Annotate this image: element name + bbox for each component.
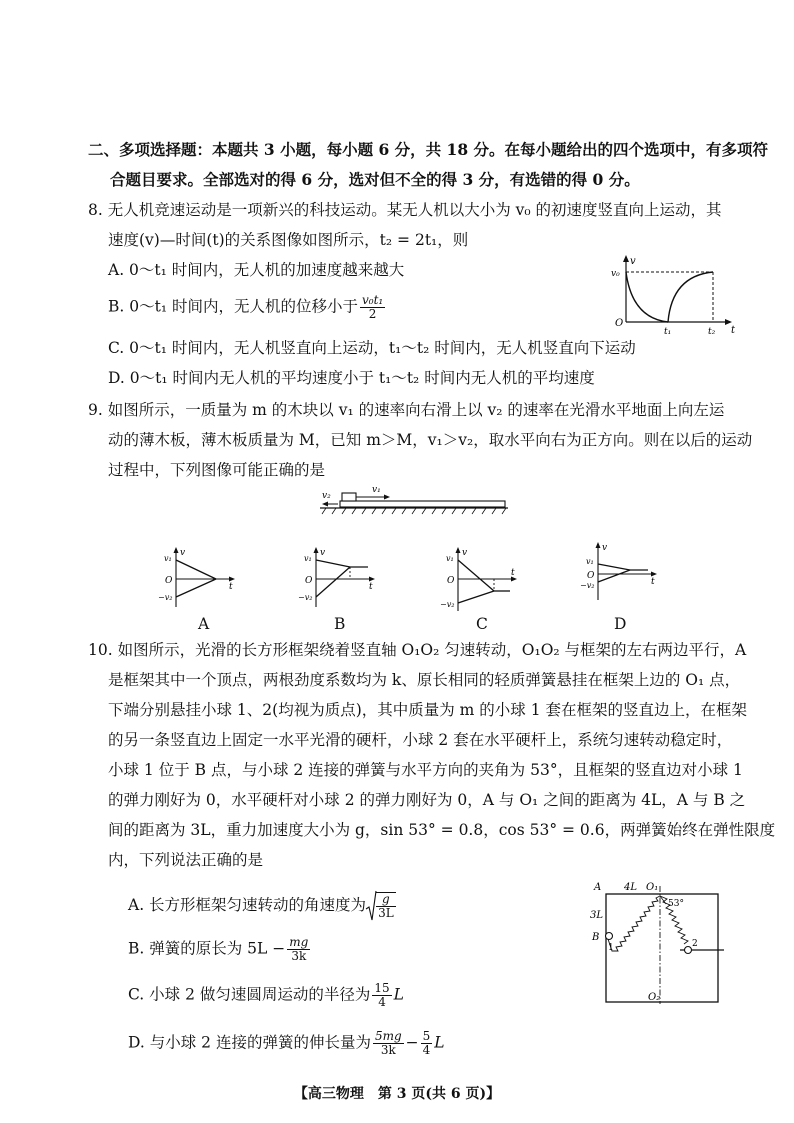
- q9b-o: O: [305, 576, 313, 586]
- q9d-t: t: [651, 577, 655, 587]
- q10-option-d: [128, 1030, 445, 1057]
- q10-frame-figure: [588, 876, 738, 1006]
- q10-fig-ball2: 2: [692, 939, 698, 949]
- q9b-v: v: [320, 548, 326, 558]
- q9c-neg-v2: −v₂: [440, 600, 455, 609]
- q8-option-a: A. 0～t₁ 时间内，无人机的加速度越来越大: [108, 261, 405, 279]
- q10a-num: g: [376, 893, 396, 907]
- q9d-neg-v2: −v₂: [580, 581, 595, 590]
- q9b-t: t: [369, 582, 373, 592]
- q10-stem-line4: 的另一条竖直边上固定一水平光滑的硬杆，小球 2 套在水平硬杆上，系统匀速转动稳定时，: [108, 731, 733, 749]
- q9d-v: v: [602, 543, 608, 553]
- q8-option-b-text: B. 0～t₁ 时间内，无人机的位移小于: [108, 297, 358, 316]
- q10-stem-line5: 小球 1 位于 B 点，与小球 2 连接的弹簧与水平方向的夹角为 53°，且框架的竖直边对小球 1: [108, 761, 743, 779]
- q9-label-a: A: [198, 615, 210, 633]
- q9a-neg-v2: −v₂: [158, 593, 173, 602]
- q9-label-d: D: [614, 615, 627, 633]
- q9-label-b: B: [334, 615, 346, 633]
- q8-frac-num: v₀t₁: [361, 293, 384, 307]
- q10-option-a: [128, 890, 398, 922]
- q8-option-b: [108, 294, 387, 321]
- q10-option-c-fraction: [372, 982, 391, 1009]
- q8-vt-graph: [610, 252, 740, 337]
- q8-v-label: v: [630, 256, 636, 267]
- page-footer: 【高三物理 第 3 页(共 6 页)】: [293, 1086, 501, 1102]
- q10-option-c: [128, 982, 404, 1009]
- q8-t2-label: t₂: [708, 327, 716, 337]
- q9b-neg-v2: −v₂: [298, 593, 313, 602]
- q10c-num: 15: [374, 981, 390, 995]
- q10-stem-line3: 下端分别悬挂小球 1、2(均视为质点)，其中质量为 m 的小球 1 套在框架的竖直边上，在框架: [108, 701, 748, 719]
- q8-t1-label: t₁: [664, 327, 672, 337]
- q10-stem-line1: 10. 如图所示，光滑的长方形框架绕着竖直轴 O₁O₂ 匀速转动，O₁O₂ 与框架的左右两边平行，A: [88, 641, 747, 659]
- section-header-line1: 二、多项选择题：本题共 3 小题，每小题 6 分，共 18 分。在每小题给出的四个选项中，有多项符: [88, 140, 769, 159]
- q9-label-c: C: [476, 615, 488, 633]
- q10-option-d-fraction2: [421, 1030, 433, 1057]
- q10-fig-a: A: [594, 882, 602, 893]
- q10d-num1: 5mg: [374, 1029, 402, 1043]
- q9a-o: O: [165, 576, 173, 586]
- q8-origin-label: O: [615, 318, 624, 329]
- q9a-t: t: [229, 582, 233, 592]
- q9-graph-a: [158, 545, 238, 610]
- q10-option-b: [128, 936, 312, 963]
- q9d-o: O: [587, 571, 595, 581]
- q10d-num2: 5: [422, 1029, 431, 1043]
- q10-option-c-text: C. 小球 2 做匀速圆周运动的半径为: [128, 985, 371, 1004]
- q10-stem-line7: 间的距离为 3L，重力加速度大小为 g，sin 53° = 0.8，cos 53° = 0.6，两弹簧始终在弹性限度: [108, 821, 776, 839]
- q9c-v: v: [462, 548, 468, 558]
- q10-option-b-fraction: [287, 936, 310, 963]
- q9-graph-c: [440, 545, 520, 615]
- q9-fig-v2: v₂: [322, 491, 331, 501]
- q10-fig-o2: O₂: [648, 992, 661, 1003]
- q8-option-c: C. 0～t₁ 时间内，无人机竖直向上运动，t₁～t₂ 时间内，无人机竖直向下运动: [108, 339, 636, 357]
- q9d-v1: v₁: [586, 557, 594, 566]
- q8-stem-line2: 速度(v)—时间(t)的关系图像如图所示，t₂ = 2t₁，则: [108, 231, 469, 249]
- q10d-den2: 4: [422, 1043, 431, 1057]
- q9b-v1: v₁: [304, 554, 312, 563]
- q10d-unit: L: [434, 1033, 445, 1052]
- q9-block-board-figure: [320, 484, 510, 524]
- q10b-num: mg: [289, 935, 309, 949]
- q10-option-b-text: B. 弹簧的原长为 5L −: [128, 939, 286, 958]
- q10-option-d-fraction1: [373, 1030, 404, 1057]
- q9-fig-v1: v₁: [372, 485, 381, 495]
- q9-graph-d: [580, 540, 660, 605]
- q8-option-b-fraction: [360, 294, 385, 321]
- q10b-den: 3k: [291, 949, 307, 963]
- q10-fig-angle: 53°: [668, 899, 684, 909]
- q9a-v1: v₁: [164, 554, 172, 563]
- q10c-unit: L: [393, 985, 404, 1004]
- q9-graph-b: [298, 545, 378, 610]
- q8-v0-label: v₀: [611, 269, 620, 279]
- q9-stem-line3: 过程中，下列图像可能正确的是: [108, 461, 326, 479]
- q10-option-a-sqrt: [366, 890, 398, 922]
- q9-stem-line1: 9. 如图所示，一质量为 m 的木块以 v₁ 的速率向右滑上以 v₂ 的速率在光滑水平地面上向左运: [88, 401, 725, 419]
- q9-stem-line2: 动的薄木板，薄木板质量为 M，已知 m＞M，v₁＞v₂，取水平向右为正方向。则在以后的运动: [108, 431, 753, 449]
- q9c-o: O: [447, 576, 455, 586]
- q8-frac-den: 2: [368, 307, 377, 321]
- q9c-t: t: [511, 568, 515, 578]
- q10-fig-b: B: [592, 932, 600, 943]
- q8-t-label: t: [731, 325, 736, 336]
- q10-fig-ball1: 1: [608, 943, 614, 953]
- q10-fig-3l: 3L: [590, 910, 604, 921]
- q10d-den1: 3k: [380, 1043, 396, 1057]
- q10-stem-line6: 的弹力刚好为 0，水平硬杆对小球 2 的弹力刚好为 0，A 与 O₁ 之间的距离为 4L，A 与 B 之: [108, 791, 746, 809]
- q10-option-d-text: D. 与小球 2 连接的弹簧的伸长量为: [128, 1033, 371, 1052]
- section-header-line2: 合题目要求。全部选对的得 6 分，选对但不全的得 3 分，有选错的得 0 分。: [110, 170, 640, 189]
- q9a-v: v: [180, 548, 186, 558]
- q9c-v1: v₁: [446, 554, 454, 563]
- q10-option-a-fraction: [376, 892, 396, 920]
- q10-fig-4l: 4L: [624, 882, 638, 893]
- q8-stem-line1: 8. 无人机竞速运动是一项新兴的科技运动。某无人机以大小为 v₀ 的初速度竖直向上运动，其: [88, 201, 722, 219]
- q10d-minus: −: [405, 1033, 419, 1052]
- q8-option-d: D. 0～t₁ 时间内无人机的平均速度小于 t₁～t₂ 时间内无人机的平均速度: [108, 369, 595, 387]
- q10-stem-line2: 是框架其中一个顶点，两根劲度系数均为 k、原长相同的轻质弹簧悬挂在框架上边的 O₁ 点，: [108, 671, 741, 689]
- q10c-den: 4: [378, 995, 386, 1009]
- q10-stem-line8: 内，下列说法正确的是: [108, 851, 264, 869]
- q10a-den: 3L: [378, 906, 394, 920]
- q10-option-a-text: A. 长方形框架匀速转动的角速度为: [128, 896, 367, 914]
- q10-fig-o1: O₁: [646, 882, 659, 893]
